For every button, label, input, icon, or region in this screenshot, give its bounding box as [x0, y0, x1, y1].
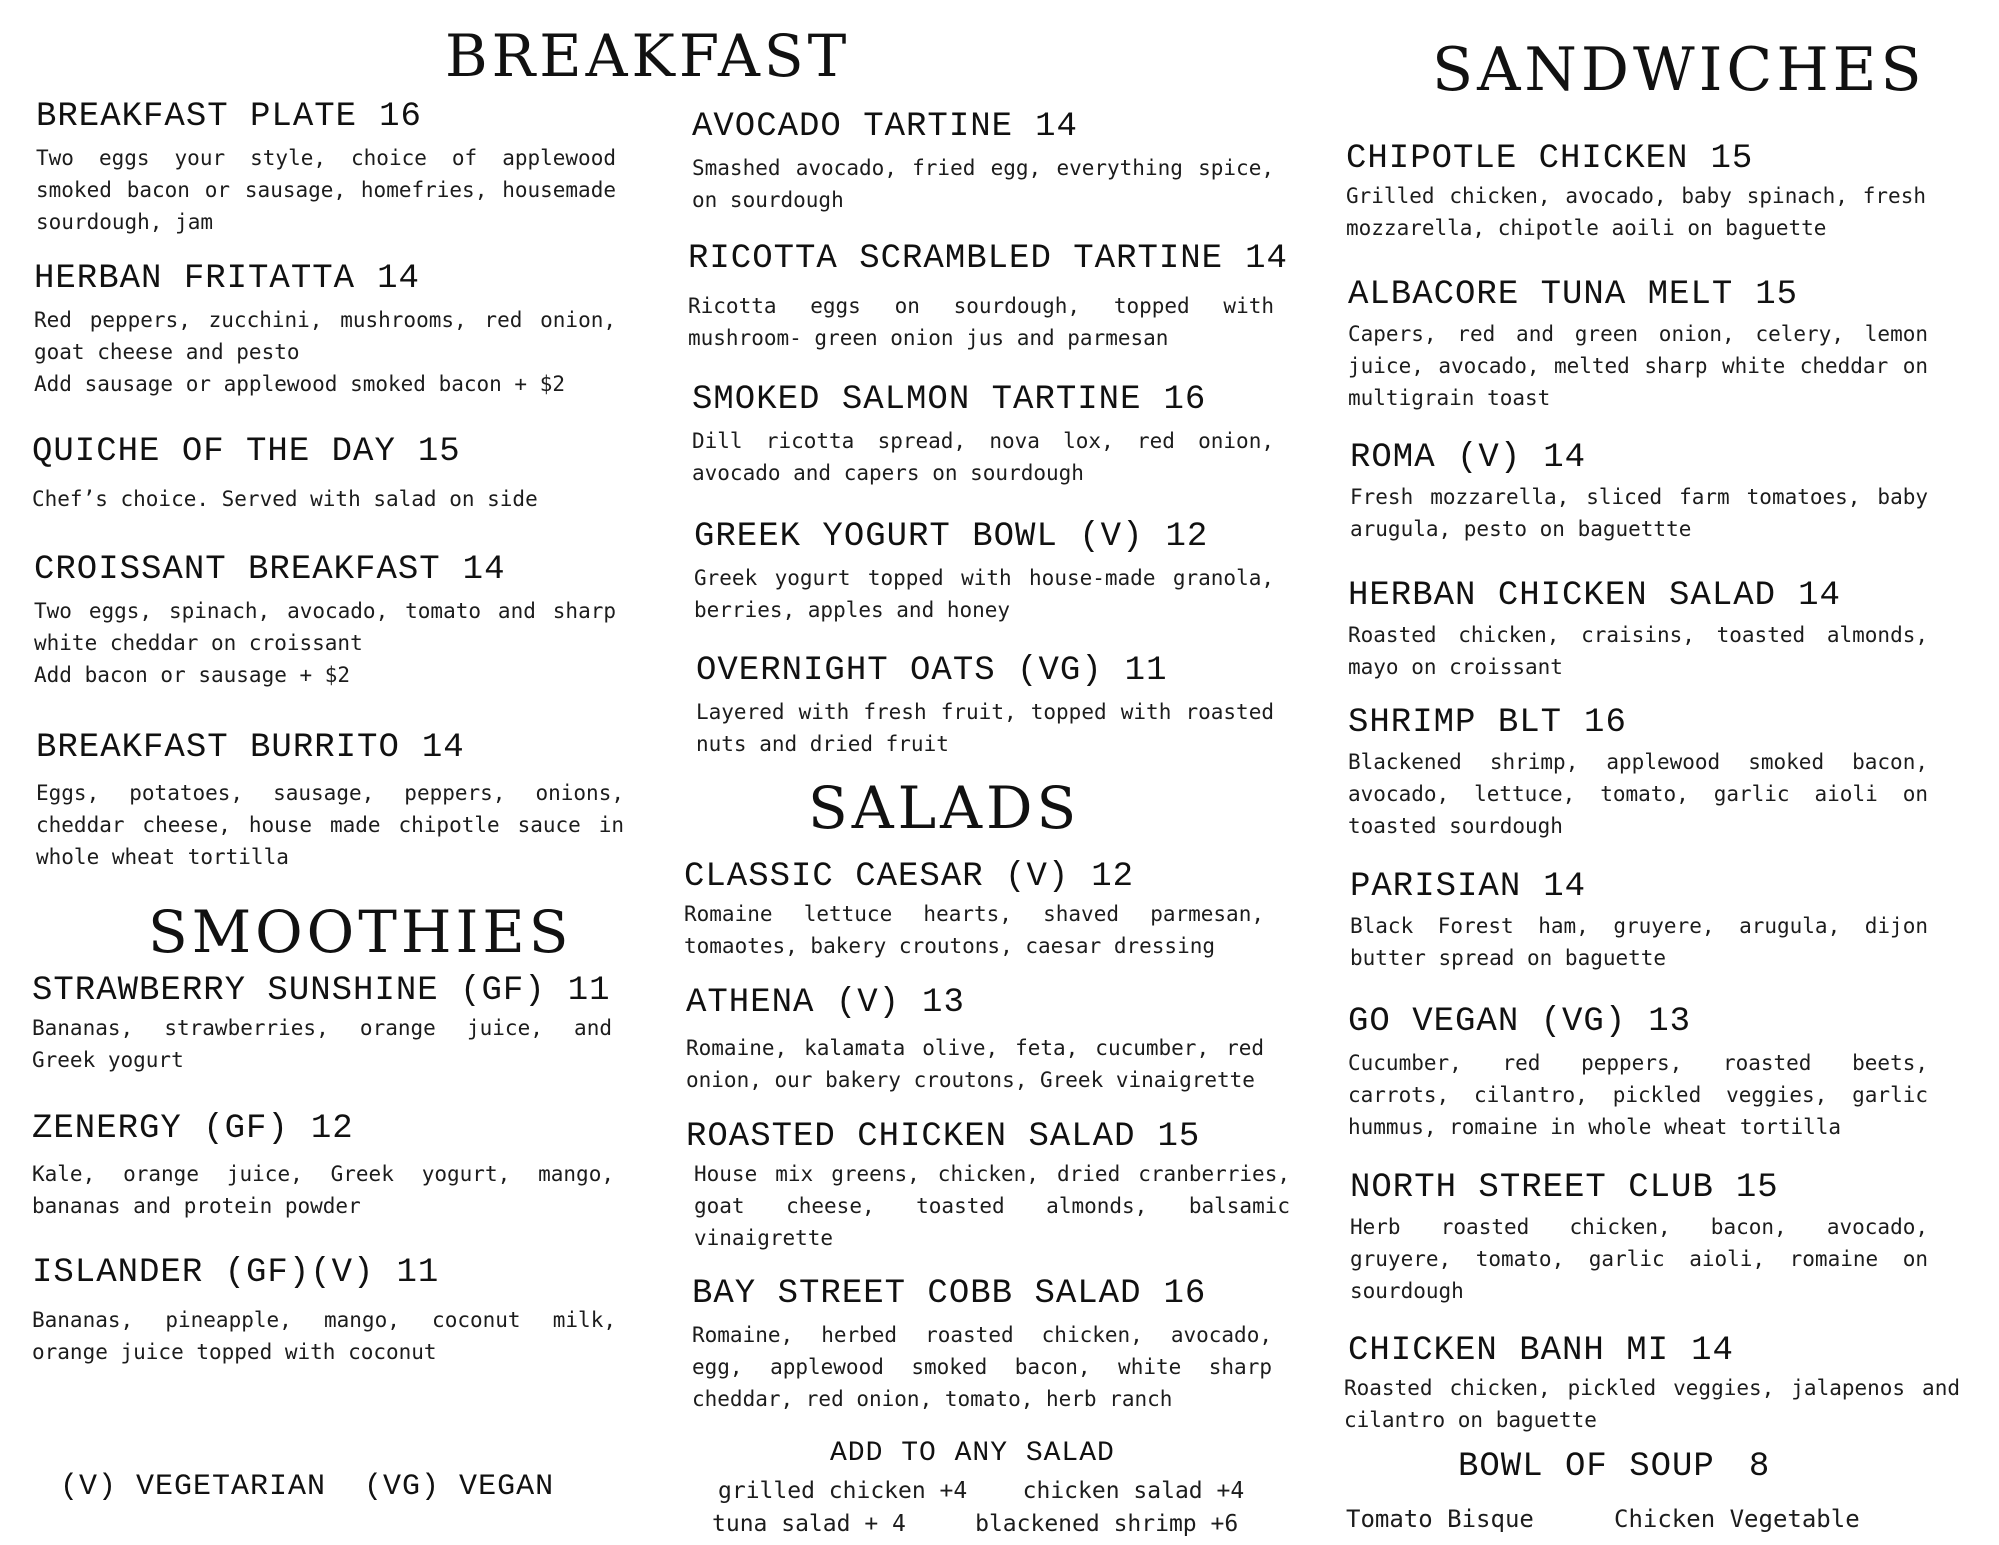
menu-item-chipotle-chicken — [1346, 138, 1926, 244]
menu-item-roma — [1350, 437, 1928, 545]
item-description: Kale, orange juice, Greek yogurt, mango, bananas and protein powder — [32, 1162, 614, 1218]
item-name: BAY STREET COBB SALAD — [692, 1275, 1142, 1313]
sandwiches-title: SANDWICHES — [1432, 35, 1926, 105]
menu-item-north-street-club — [1350, 1167, 1928, 1307]
item-price: 14 — [1543, 868, 1587, 906]
item-name: ALBACORE TUNA MELT — [1348, 276, 1734, 314]
soup-heading — [1458, 1448, 1770, 1486]
item-price: 16 — [379, 98, 422, 136]
menu-item-breakfast-burrito — [36, 727, 624, 873]
salad-addons-line-1: grilled chicken +4 chicken salad +4 — [718, 1478, 1245, 1504]
dietary-legend: (V) VEGETARIAN (VG) VEGAN — [60, 1470, 555, 1504]
menu-item-greek-yogurt-bowl — [694, 516, 1274, 626]
item-name: ZENERGY (GF) — [32, 1110, 289, 1148]
item-name: QUICHE OF THE DAY — [32, 433, 396, 471]
item-price: 13 — [922, 984, 965, 1022]
item-name: HERBAN CHICKEN SALAD — [1348, 577, 1777, 615]
item-price: 14 — [377, 260, 420, 298]
item-price: 12 — [310, 1110, 354, 1148]
item-description: Smashed avocado, fried egg, everything spice, on sourdough — [692, 156, 1274, 212]
item-description: Cucumber, red peppers, roasted beets, carrots, cilantro, pickled veggies, garlic hummus, romaine in whole wheat tortilla — [1348, 1051, 1928, 1139]
item-price: 11 — [396, 1254, 440, 1292]
item-description: Romaine, herbed roasted chicken, avocado, egg, applewood smoked bacon, white sharp cheddar, red onion, tomato, herb ranch — [692, 1323, 1272, 1411]
item-description: Bananas, pineapple, mango, coconut milk, orange juice topped with coconut — [32, 1308, 616, 1364]
soup-price: 8 — [1748, 1448, 1771, 1486]
item-price: 14 — [1798, 577, 1841, 615]
item-name: GO VEGAN (VG) — [1348, 1003, 1627, 1041]
item-description: Romaine lettuce hearts, shaved parmesan, tomaotes, bakery croutons, caesar dressing — [684, 902, 1264, 958]
menu-item-croissant-breakfast — [34, 549, 616, 691]
item-description: Roasted chicken, craisins, toasted almonds, mayo on croissant — [1348, 623, 1928, 679]
item-name: HERBAN FRITATTA — [34, 260, 356, 298]
item-description: Black Forest ham, gruyere, arugula, dijon butter spread on baguette — [1350, 914, 1928, 970]
menu-item-albacore-tuna-melt — [1348, 274, 1928, 414]
item-price: 15 — [1755, 276, 1799, 314]
menu-item-chicken-banh-mi — [1344, 1330, 1960, 1436]
item-price: 14 — [1035, 108, 1078, 146]
item-name: OVERNIGHT OATS (VG) — [696, 652, 1103, 690]
item-description: Dill ricotta spread, nova lox, red onion, avocado and capers on sourdough — [692, 429, 1274, 485]
soup-option-tomato-bisque: Tomato Bisque — [1346, 1505, 1534, 1533]
item-addon-note: Add bacon or sausage + $2 — [34, 663, 351, 687]
menu-item-ricotta-tartine — [688, 238, 1288, 354]
item-name: STRAWBERRY SUNSHINE (GF) — [32, 972, 546, 1010]
item-price: 15 — [417, 433, 461, 471]
item-description: Romaine, kalamata olive, feta, cucumber, red onion, our bakery croutons, Greek vinaigrette — [686, 1036, 1264, 1092]
item-name: BREAKFAST PLATE — [36, 98, 358, 136]
item-price: 14 — [421, 729, 465, 767]
menu-item-go-vegan — [1348, 1001, 1928, 1143]
item-name: ROMA (V) — [1350, 439, 1522, 477]
item-price: 16 — [1163, 1275, 1207, 1313]
item-description: Blackened shrimp, applewood smoked bacon, avocado, lettuce, tomato, garlic aioli on toasted sourdough — [1348, 750, 1928, 838]
item-name: AVOCADO TARTINE — [692, 108, 1014, 146]
item-name: BREAKFAST BURRITO — [36, 729, 400, 767]
item-description: Two eggs your style, choice of applewood smoked bacon or sausage, homefries, housemade sourdough, jam — [36, 146, 616, 234]
item-name: GREEK YOGURT BOWL (V) — [694, 518, 1144, 556]
menu-item-strawberry-sunshine — [32, 970, 612, 1076]
item-name: ATHENA (V) — [686, 984, 901, 1022]
item-name: CHICKEN BANH MI — [1348, 1332, 1670, 1370]
item-description: Grilled chicken, avocado, baby spinach, fresh mozzarella, chipotle aoili on baguette — [1346, 184, 1926, 240]
menu-item-classic-caesar — [684, 856, 1264, 962]
smoothies-title: SMOOTHIES — [148, 898, 573, 966]
menu-item-shrimp-blt — [1348, 702, 1928, 842]
salad-addons-line-2: tuna salad + 4 blackened shrimp +6 — [712, 1511, 1239, 1537]
item-price: 11 — [1124, 652, 1168, 690]
item-description: Capers, red and green onion, celery, lemon juice, avocado, melted sharp white cheddar on multigrain toast — [1348, 322, 1928, 410]
item-price: 14 — [1691, 1332, 1734, 1370]
item-price: 16 — [1163, 381, 1207, 419]
item-price: 15 — [1157, 1118, 1201, 1156]
salad-addons-title: ADD TO ANY SALAD — [830, 1438, 1115, 1469]
menu-item-zenergy — [32, 1108, 614, 1222]
item-price: 15 — [1735, 1169, 1779, 1207]
menu-item-breakfast-plate — [36, 96, 616, 238]
menu-item-parisian — [1350, 866, 1928, 974]
menu-item-avocado-tartine — [692, 106, 1274, 216]
item-name: NORTH STREET CLUB — [1350, 1169, 1714, 1207]
menu-item-quiche — [32, 431, 616, 515]
menu-item-roasted-chicken-salad — [686, 1116, 1290, 1254]
item-price: 12 — [1091, 858, 1135, 896]
salads-title: SALADS — [808, 774, 1081, 842]
item-description: Fresh mozzarella, sliced farm tomatoes, baby arugula, pesto on baguettte — [1350, 485, 1928, 541]
menu-item-athena — [686, 982, 1264, 1096]
breakfast-title: BREAKFAST — [445, 22, 851, 90]
item-name: CROISSANT BREAKFAST — [34, 551, 441, 589]
item-description: Bananas, strawberries, orange juice, and Greek yogurt — [32, 1016, 612, 1072]
item-name: PARISIAN — [1350, 868, 1522, 906]
item-description: Chef’s choice. Served with salad on side — [32, 487, 538, 511]
item-price: 13 — [1648, 1003, 1692, 1041]
item-description: Ricotta eggs on sourdough, topped with mushroom- green onion jus and parmesan — [688, 294, 1274, 350]
item-description: Two eggs, spinach, avocado, tomato and sharp white cheddar on croissant — [34, 599, 616, 655]
item-description: Roasted chicken, pickled veggies, jalapenos and cilantro on baguette — [1344, 1376, 1960, 1432]
menu-item-islander — [32, 1252, 616, 1368]
item-price: 12 — [1165, 518, 1209, 556]
item-description: Greek yogurt topped with house-made granola, berries, apples and honey — [694, 566, 1274, 622]
item-name: RICOTTA SCRAMBLED TARTINE — [688, 240, 1224, 278]
item-name: SHRIMP BLT — [1348, 704, 1563, 742]
menu-item-herban-chicken-salad — [1348, 575, 1928, 683]
item-name: ROASTED CHICKEN SALAD — [686, 1118, 1136, 1156]
item-description: Herb roasted chicken, bacon, avocado, gruyere, tomato, garlic aioli, romaine on sourdough — [1350, 1215, 1928, 1303]
item-price: 15 — [1710, 140, 1754, 178]
menu-item-smoked-salmon-tartine — [692, 379, 1274, 489]
item-description: Layered with fresh fruit, topped with roasted nuts and dried fruit — [696, 700, 1274, 756]
item-addon-note: Add sausage or applewood smoked bacon + $2 — [34, 372, 566, 396]
menu-item-overnight-oats — [696, 650, 1274, 760]
item-price: 14 — [1543, 439, 1587, 477]
item-description: House mix greens, chicken, dried cranberries, goat cheese, toasted almonds, balsamic vinaigrette — [694, 1162, 1290, 1250]
item-name: CLASSIC CAESAR (V) — [684, 858, 1070, 896]
item-description: Eggs, potatoes, sausage, peppers, onions, cheddar cheese, house made chipotle sauce in whole wheat tortilla — [36, 781, 624, 869]
item-price: 16 — [1584, 704, 1627, 742]
item-description: Red peppers, zucchini, mushrooms, red onion, goat cheese and pesto — [34, 308, 616, 364]
menu-item-herban-fritatta — [34, 258, 616, 400]
item-price: 11 — [567, 972, 611, 1010]
item-name: SMOKED SALMON TARTINE — [692, 381, 1142, 419]
item-name: ISLANDER (GF)(V) — [32, 1254, 375, 1292]
menu-item-bay-street-cobb — [692, 1273, 1272, 1415]
soup-option-chicken-vegetable: Chicken Vegetable — [1614, 1505, 1860, 1533]
item-price: 14 — [1245, 240, 1288, 278]
soup-title: BOWL OF SOUP — [1458, 1448, 1715, 1486]
item-price: 14 — [462, 551, 506, 589]
item-name: CHIPOTLE CHICKEN — [1346, 140, 1689, 178]
